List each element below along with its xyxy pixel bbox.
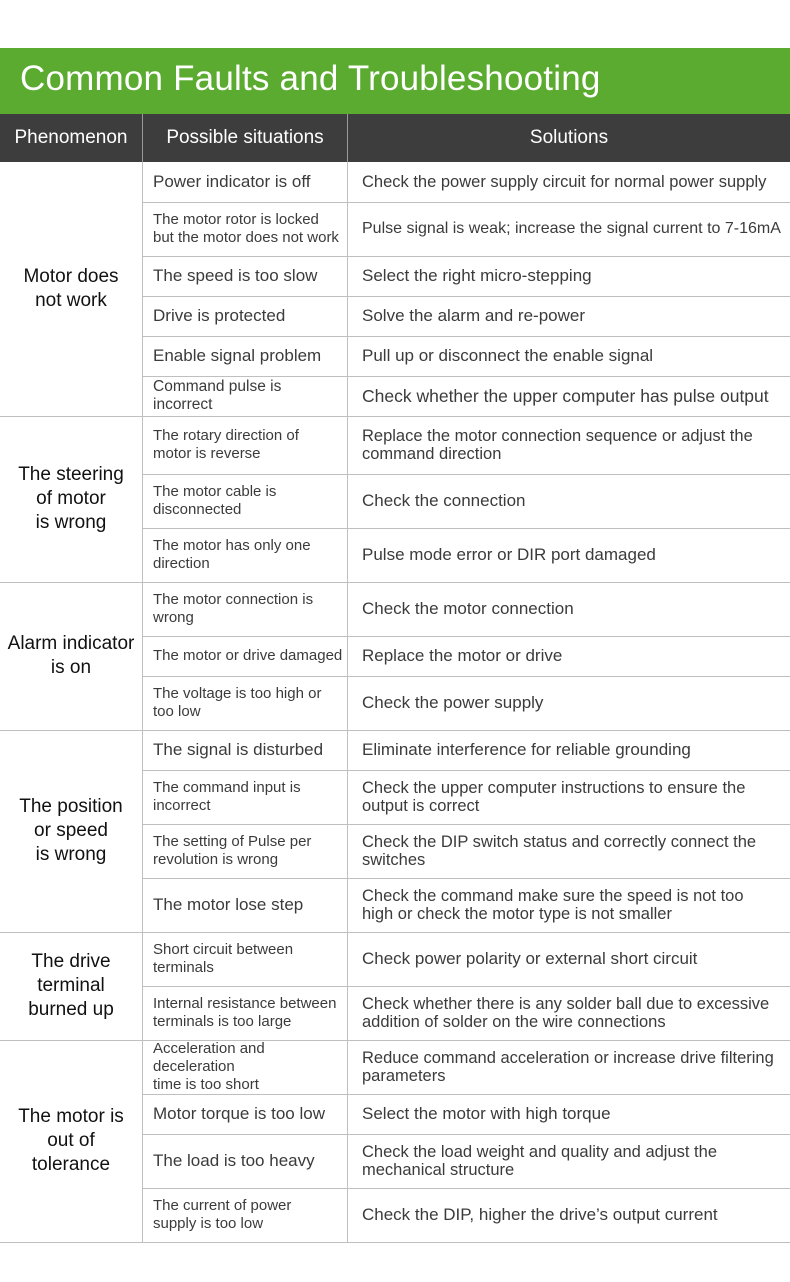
solution-cell-text: Select the right micro-stepping: [362, 266, 592, 285]
solution-cell-text: Replace the motor connection sequence or adjust the command direction: [362, 427, 753, 463]
situation-cell-text: The motor cable is disconnected: [153, 483, 277, 518]
solution-cell-text: Replace the motor or drive: [362, 646, 563, 665]
solution-cell-text: Pulse signal is weak; increase the signal current to 7-16mA: [362, 220, 781, 237]
row-divider: [143, 1188, 790, 1189]
situation-cell: [143, 676, 347, 730]
solution-cell-text: Pulse mode error or DIR port damaged: [362, 545, 656, 564]
solution-cell-text: Check the power supply circuit for normal power supply: [362, 173, 767, 191]
phenomenon-cell: [0, 730, 142, 932]
phenomenon-cell: [0, 582, 142, 730]
situation-cell-text: The rotary direction of motor is reverse: [153, 427, 299, 462]
situation-cell: [143, 932, 347, 986]
solution-cell-text: Check the DIP, higher the drive’s output current: [362, 1205, 718, 1224]
row-divider: [143, 636, 790, 637]
situation-cell: [143, 582, 347, 636]
situation-cell: [143, 528, 347, 582]
situation-cell: [143, 1134, 347, 1188]
title-banner: [0, 48, 790, 114]
row-divider: [143, 824, 790, 825]
situation-cell-text: The motor rotor is locked but the motor does not work: [153, 211, 339, 246]
solution-cell-text: Reduce command acceleration or increase drive filtering parameters: [362, 1049, 774, 1085]
situation-cell-text: Power indicator is off: [153, 172, 311, 191]
solution-cell-text: Check the motor connection: [362, 599, 574, 618]
situation-cell-text: The command input is incorrect: [153, 779, 301, 814]
column-divider: [347, 162, 348, 1242]
situation-cell-text: The signal is disturbed: [153, 740, 324, 759]
solution-cell-text: Pull up or disconnect the enable signal: [362, 346, 654, 365]
solution-cell: [348, 770, 790, 824]
situation-cell-text: Drive is protected: [153, 306, 286, 325]
solution-cell: [348, 878, 790, 932]
row-divider: [143, 296, 790, 297]
situation-cell: [143, 770, 347, 824]
solution-cell: [348, 824, 790, 878]
row-divider: [143, 256, 790, 257]
row-divider: [143, 676, 790, 677]
situation-cell-text: The current of power supply is too low: [153, 1197, 292, 1232]
situation-cell-text: Command pulse is incorrect: [153, 378, 282, 413]
solution-cell: [348, 582, 790, 636]
row-divider: [143, 770, 790, 771]
phenomenon-cell-text: Alarm indicator is on: [7, 633, 135, 678]
solution-cell-text: Check the load weight and quality and adjust the mechanical structure: [362, 1143, 717, 1179]
situation-cell: [143, 1094, 347, 1134]
situation-cell-text: The motor connection is wrong: [153, 591, 314, 626]
situation-cell: [143, 824, 347, 878]
situation-cell: [143, 1040, 347, 1094]
solution-cell-text: Eliminate interference for reliable grounding: [362, 740, 691, 759]
group-divider: [0, 1242, 790, 1243]
solution-cell-text: Check the power supply: [362, 693, 544, 712]
situation-cell: [143, 878, 347, 932]
situation-cell: [143, 162, 347, 202]
situation-cell-text: Enable signal problem: [153, 346, 322, 365]
solution-cell: [348, 986, 790, 1040]
solution-cell-text: Select the motor with high torque: [362, 1104, 611, 1123]
row-divider: [143, 528, 790, 529]
situation-cell-text: Motor torque is too low: [153, 1104, 325, 1123]
solution-cell: [348, 376, 790, 416]
phenomenon-cell-text: Motor does not work: [23, 266, 119, 311]
solution-cell: [348, 336, 790, 376]
row-divider: [143, 336, 790, 337]
phenomenon-cell-text: The position or speed is wrong: [19, 796, 123, 865]
solution-cell: [348, 1188, 790, 1242]
row-divider: [143, 1134, 790, 1135]
solution-cell: [348, 730, 790, 770]
solution-cell: [348, 416, 790, 474]
situation-cell: [143, 416, 347, 474]
column-divider: [142, 162, 143, 1242]
phenomenon-cell: [0, 416, 142, 582]
row-divider: [143, 1094, 790, 1095]
situation-cell: [143, 730, 347, 770]
situation-cell-text: The motor lose step: [153, 895, 304, 914]
row-divider: [143, 474, 790, 475]
phenomenon-cell: [0, 932, 142, 1040]
phenomenon-cell-text: The motor is out of tolerance: [18, 1106, 124, 1175]
solution-cell-text: Check the DIP switch status and correctly connect the switches: [362, 833, 757, 869]
row-divider: [143, 376, 790, 377]
phenomenon-cell-text: The steering of motor is wrong: [18, 464, 124, 533]
situation-cell-text: The motor or drive damaged: [153, 647, 343, 664]
solution-cell-text: Check whether the upper computer has pulse output: [362, 386, 769, 406]
situation-cell: [143, 986, 347, 1040]
situation-cell-text: Internal resistance between terminals is too large: [153, 995, 337, 1030]
situation-cell: [143, 376, 347, 416]
header-possible-situations: Possible situations: [166, 127, 324, 148]
solution-cell: [348, 1040, 790, 1094]
table-header: [0, 114, 790, 162]
situation-cell-text: The setting of Pulse per revolution is wrong: [153, 833, 312, 868]
solution-cell: [348, 932, 790, 986]
header-solutions: Solutions: [529, 127, 609, 148]
solution-cell: [348, 1134, 790, 1188]
header-phenomenon: Phenomenon: [14, 127, 128, 148]
solution-cell: [348, 676, 790, 730]
solution-cell-text: Check whether there is any solder ball due to excessive addition of solder on the wire connections: [362, 995, 770, 1031]
solution-cell-text: Check the command make sure the speed is not too high or check the motor type is not smaller: [362, 887, 744, 923]
row-divider: [143, 878, 790, 879]
solution-cell-text: Check the upper computer instructions to ensure the output is correct: [362, 779, 746, 815]
situation-cell-text: The load is too heavy: [153, 1151, 315, 1170]
situation-cell: [143, 202, 347, 256]
situation-cell: [143, 636, 347, 676]
situation-cell-text: The motor has only one direction: [153, 537, 311, 572]
row-divider: [143, 986, 790, 987]
solution-cell-text: Check power polarity or external short circuit: [362, 949, 698, 968]
solution-cell: [348, 528, 790, 582]
situation-cell-text: The voltage is too high or too low: [153, 685, 322, 720]
situation-cell-text: The speed is too slow: [153, 266, 318, 285]
situation-cell: [143, 474, 347, 528]
page-title: Common Faults and Troubleshooting: [20, 59, 601, 98]
phenomenon-cell: [0, 1040, 142, 1242]
solution-cell-text: Solve the alarm and re-power: [362, 306, 586, 325]
situation-cell: [143, 336, 347, 376]
situation-cell: [143, 296, 347, 336]
solution-cell: [348, 296, 790, 336]
situation-cell: [143, 1188, 347, 1242]
phenomenon-cell: [0, 162, 142, 416]
solution-cell: [348, 636, 790, 676]
solution-cell-text: Check the connection: [362, 491, 526, 510]
situation-cell: [143, 256, 347, 296]
solution-cell: [348, 1094, 790, 1134]
situation-cell-text: Acceleration and deceleration time is too short: [153, 1040, 265, 1093]
row-divider: [143, 202, 790, 203]
solution-cell: [348, 474, 790, 528]
solution-cell: [348, 256, 790, 296]
phenomenon-cell-text: The drive terminal burned up: [28, 951, 114, 1020]
situation-cell-text: Short circuit between terminals: [153, 941, 294, 976]
solution-cell: [348, 162, 790, 202]
solution-cell: [348, 202, 790, 256]
